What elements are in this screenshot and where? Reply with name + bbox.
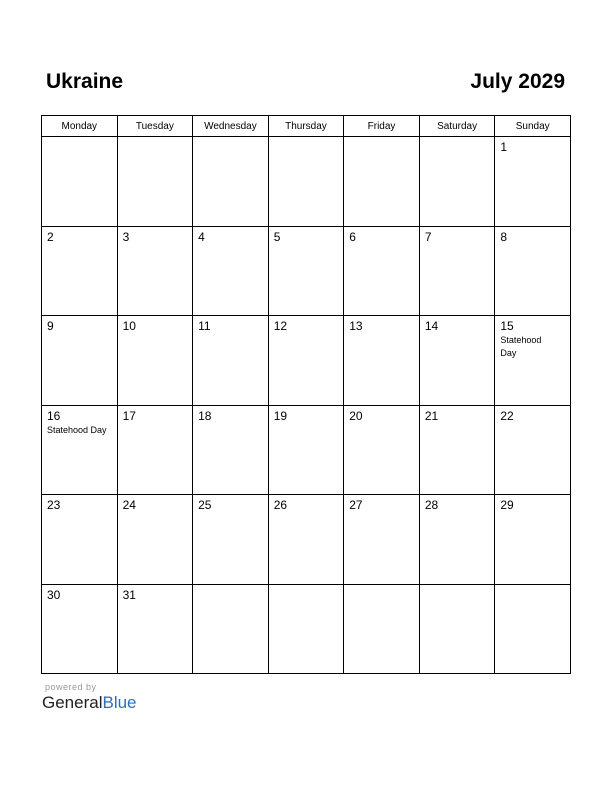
country-title: Ukraine (46, 70, 124, 93)
day-number: 1 (500, 140, 508, 154)
day-cell (495, 316, 571, 406)
day-cell (344, 495, 420, 585)
day-cell (42, 495, 118, 585)
day-number: 12 (273, 319, 288, 333)
calendar-week-row (42, 316, 571, 406)
day-cell (419, 405, 495, 495)
day-cell (42, 405, 118, 495)
holiday-label (269, 423, 344, 424)
brand-name-general: General (42, 693, 103, 712)
holiday-label (420, 512, 495, 513)
day-cell (344, 316, 420, 406)
day-number: 16 (47, 408, 61, 423)
holiday-label (42, 244, 117, 245)
day-cell (268, 316, 344, 406)
day-cell (495, 405, 571, 495)
holiday-label (495, 154, 550, 155)
holiday-label (344, 333, 419, 334)
day-cell (344, 405, 420, 495)
day-number: 29 (500, 498, 514, 512)
day-cell (193, 137, 269, 227)
day-cell (193, 495, 269, 585)
day-cell (193, 316, 269, 406)
holiday-label (118, 602, 193, 603)
day-number: 22 (500, 408, 514, 423)
holiday-label (344, 423, 419, 424)
holiday-label (420, 423, 495, 424)
holiday-label (344, 141, 419, 142)
day-cell (344, 137, 420, 227)
weekday-sunday: Sunday (495, 116, 571, 137)
day-cell (268, 137, 344, 227)
holiday-label (269, 333, 344, 334)
holiday-label (193, 244, 268, 245)
day-cell (117, 584, 193, 674)
weekday-tuesday: Tuesday (117, 116, 193, 137)
day-number: 20 (349, 408, 363, 423)
day-number: 2 (47, 229, 54, 244)
day-cell (42, 226, 118, 316)
holiday-label (118, 141, 193, 142)
day-number: 5 (273, 229, 281, 244)
day-number: 4 (198, 229, 205, 244)
brand-name-blue: Blue (102, 693, 137, 712)
calendar-week-row (42, 584, 571, 674)
weekday-thursday: Thursday (268, 116, 344, 137)
day-cell (344, 226, 420, 316)
day-cell (495, 495, 571, 585)
holiday-label (420, 141, 495, 142)
day-number: 3 (122, 229, 130, 244)
weekday-saturday: Saturday (419, 116, 495, 137)
calendar-week-row (42, 405, 571, 495)
holiday-label (193, 423, 268, 424)
month-year-title: July 2029 (470, 70, 565, 93)
holiday-label (495, 512, 550, 513)
weekday-friday: Friday (344, 116, 420, 137)
day-number: 24 (122, 498, 136, 512)
holiday-label (269, 141, 344, 142)
holiday-label: Statehood Day (500, 335, 542, 358)
calendar-week-row (42, 226, 571, 316)
day-number: 13 (349, 319, 363, 333)
holiday-label (118, 512, 193, 513)
holiday-label (269, 244, 344, 245)
day-number: 15 (500, 319, 514, 333)
holiday-label (344, 512, 419, 513)
day-cell (268, 226, 344, 316)
day-number: 28 (424, 498, 439, 512)
powered-by-label: powered by (45, 682, 97, 692)
day-cell (193, 226, 269, 316)
holiday-label (495, 244, 550, 245)
day-cell (268, 584, 344, 674)
day-cell (117, 137, 193, 227)
day-number: 17 (122, 408, 136, 423)
day-number: 9 (47, 319, 54, 333)
day-number: 14 (424, 319, 439, 333)
weekday-wednesday: Wednesday (193, 116, 269, 137)
calendar-week-row (42, 137, 571, 227)
day-cell (42, 584, 118, 674)
holiday-label (193, 512, 268, 513)
weekday-monday: Monday (42, 116, 118, 137)
holiday-label (42, 141, 117, 142)
day-cell (193, 584, 269, 674)
day-cell (117, 226, 193, 316)
day-number: 25 (198, 498, 212, 512)
holiday-label (42, 333, 117, 334)
day-number: 18 (198, 408, 212, 423)
day-number: 21 (424, 408, 439, 423)
holiday-label (420, 333, 495, 334)
day-cell (117, 405, 193, 495)
day-number: 19 (273, 408, 288, 423)
day-number: 6 (349, 229, 356, 244)
holiday-label (118, 244, 193, 245)
day-cell (419, 137, 495, 227)
day-cell (193, 405, 269, 495)
day-cell (42, 137, 118, 227)
day-cell (419, 226, 495, 316)
day-cell (344, 584, 420, 674)
day-cell (495, 584, 571, 674)
calendar-week-row (42, 495, 571, 585)
calendar-grid (41, 115, 571, 674)
day-cell (268, 405, 344, 495)
day-cell (419, 584, 495, 674)
day-number: 11 (198, 319, 211, 333)
day-number: 8 (500, 229, 508, 244)
holiday-label (193, 589, 268, 590)
day-cell (42, 316, 118, 406)
holiday-label (118, 333, 193, 334)
day-cell (117, 495, 193, 585)
holiday-label (420, 589, 495, 590)
weekday-header-row (42, 116, 571, 137)
day-number: 23 (47, 498, 61, 512)
day-number: 30 (47, 587, 61, 602)
holiday-label (193, 333, 268, 334)
calendar-body (42, 137, 571, 674)
day-cell (495, 137, 571, 227)
holiday-label (344, 589, 419, 590)
holiday-label (495, 423, 550, 424)
holiday-label (118, 423, 193, 424)
holiday-label (42, 602, 117, 603)
holiday-label (193, 141, 268, 142)
holiday-label (269, 589, 344, 590)
day-cell (495, 226, 571, 316)
holiday-label (269, 512, 344, 513)
day-cell (419, 495, 495, 585)
day-cell (268, 495, 344, 585)
day-number: 31 (122, 587, 136, 602)
holiday-label (495, 589, 550, 590)
day-number: 10 (122, 319, 136, 333)
brand-logo (42, 693, 137, 713)
holiday-label (420, 244, 495, 245)
holiday-label (344, 244, 419, 245)
day-number: 26 (273, 498, 288, 512)
holiday-label (42, 512, 117, 513)
day-number: 7 (424, 229, 432, 244)
day-cell (419, 316, 495, 406)
day-number: 27 (349, 498, 363, 512)
day-cell (117, 316, 193, 406)
holiday-label: Statehood Day (47, 424, 107, 435)
